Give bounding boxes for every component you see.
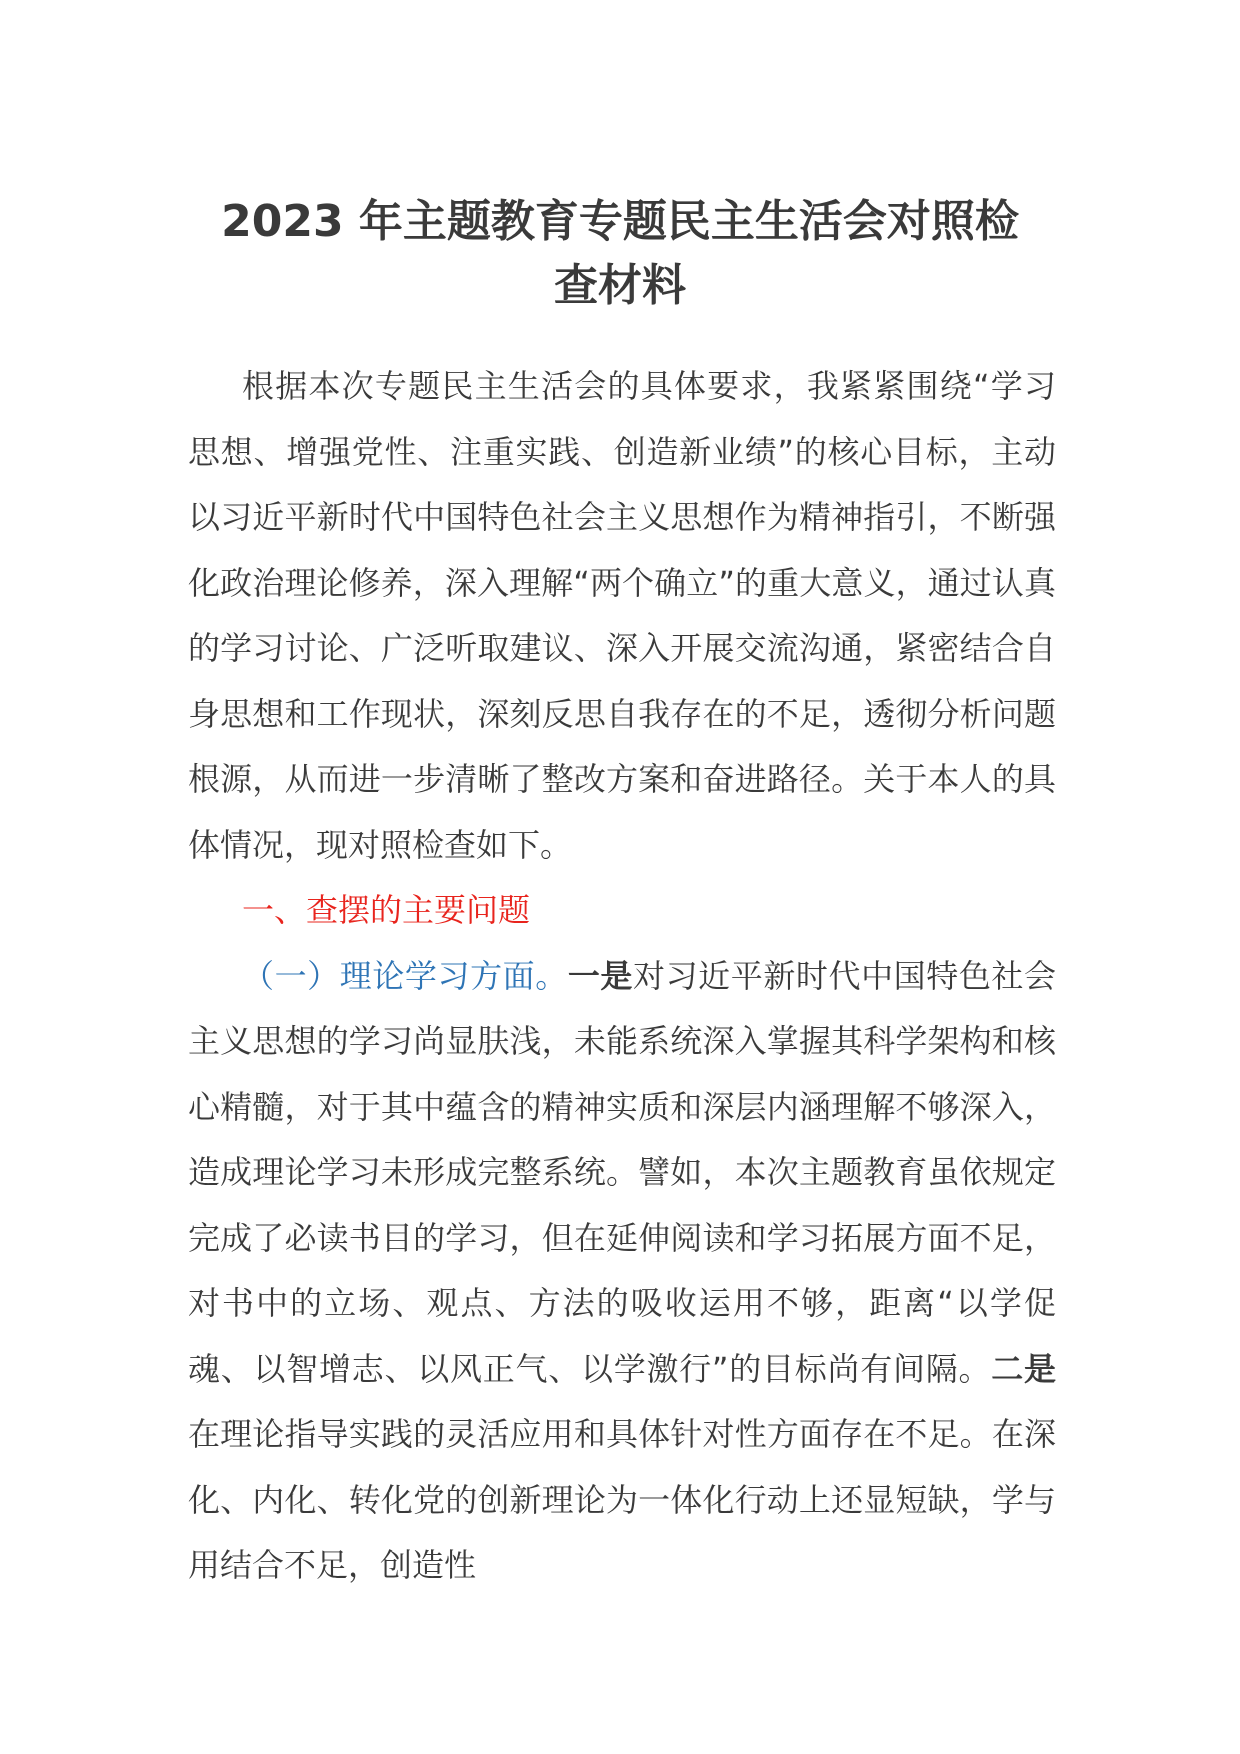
document-body	[188, 354, 1056, 1599]
section-heading: 一、查摆的主要问题	[242, 891, 531, 929]
intro-paragraph: 根据本次专题民主生活会的具体要求，我紧紧围绕“学习思想、增强党性、注重实践、创造新业绩”的核心目标，主动以习近平新时代中国特色社会主义思想作为精神指引，不断强化政治理论修养，深入理解“两个确立”的重大意义，通过认真的学习讨论、广泛听取建议、深入开展交流沟通，紧密结合自身思想和工作现状，深刻反思自我存在的不足，透彻分析问题根源，从而进一步清晰了整改方案和奋进路径。关于本人的具体情况，现对照检查如下。	[188, 367, 1056, 864]
point-1-label: 一是	[567, 956, 633, 995]
subsection-heading: （一）理论学习方面。	[242, 956, 568, 995]
document-title	[170, 190, 1070, 318]
title-line-1: 2023 年主题教育专题民主生活会对照检	[221, 196, 1019, 247]
subsection-paragraph	[188, 944, 1056, 1599]
title-line-2: 查材料	[554, 260, 686, 311]
point-1-text: 对习近平新时代中国特色社会主义思想的学习尚显肤浅，未能系统深入掌握其科学架构和核心精髓，对于其中蕴含的精神实质和深层内涵理解不够深入，造成理论学习未形成完整系统。譬如，本次主题教育虽依规定完成了必读书目的学习，但在延伸阅读和学习拓展方面不足，对书中的立场、观点、方法的吸收运用不够，距离“以学促魂、以智增志、以风正气、以学激行”的目标尚有间隔。	[188, 956, 1056, 1388]
point-2-text: 在理论指导实践的灵活应用和具体针对性方面存在不足。在深化、内化、转化党的创新理论为一体化行动上还显短缺，学与用结合不足，创造性	[188, 1415, 1056, 1584]
point-2-label: 二是	[991, 1349, 1056, 1388]
